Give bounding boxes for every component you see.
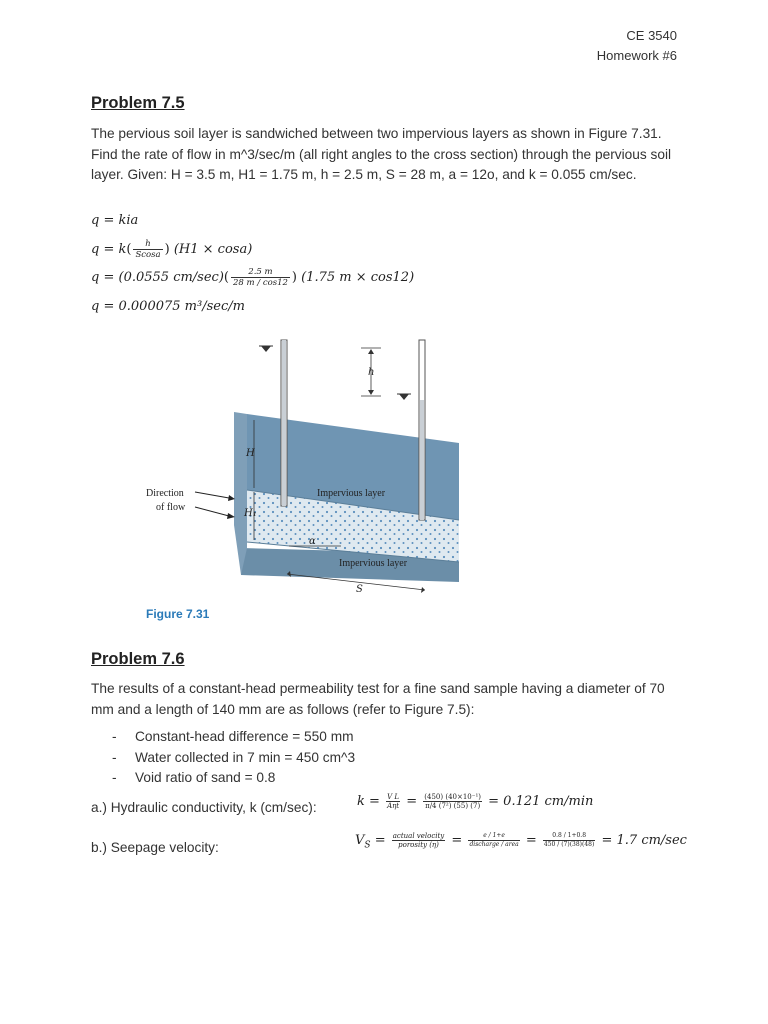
equation-1: q = kia	[91, 213, 139, 228]
part-b-frac-3: $\frac{0.8 / 1+0.8}{450 / (7)(38)(48)}$	[543, 832, 595, 848]
equation-3: q = (0.0555 cm/sec)( $\frac{2.5 m}{28 m / \cos 12}$ ) (1.75 m × cos12)	[91, 267, 415, 288]
list-item: - Water collected in 7 min = 450 cm^3	[112, 749, 356, 765]
eq2-k: k	[118, 242, 127, 257]
label-H1: H₁	[244, 508, 257, 519]
part-a-frac-1: $\frac{\text{V L}}{\text{Aηt}}$	[387, 793, 400, 810]
eq4-lhs: q	[91, 299, 100, 314]
part-b-frac-1: $\frac{\text{actual velocity}}{\text{porosity (η)}}$	[392, 832, 445, 849]
layer-side-face	[234, 412, 247, 575]
part-a-label: a.) Hydraulic conductivity, k (cm/sec):	[91, 800, 317, 815]
label-h: h	[368, 367, 375, 378]
eq4-rhs: 0.000075 m³/sec/m	[118, 299, 245, 314]
problem-7-6-text: The results of a constant-head permeability test for a fine sand sample having a diameter of 70 mm and a length of 140 mm are as follows (refer to Figure 7.5):	[91, 681, 665, 717]
label-alpha: α	[309, 536, 316, 547]
label-impervious-bottom: Impervious layer	[339, 558, 408, 569]
right-water-level-icon	[399, 394, 409, 400]
part-b-frac-2: $\frac{e / 1+e}{\text{discharge / area}}$	[469, 832, 519, 848]
problem-7-5-title: Problem 7.5	[91, 94, 185, 112]
eq2-tail: (H1 × cosa)	[173, 242, 253, 257]
list-item: - Void ratio of sand = 0.8	[112, 770, 276, 785]
flow-arrow-1	[228, 495, 235, 501]
flow-arrow-2	[227, 513, 235, 519]
label-direction-1: Direction	[146, 488, 184, 499]
eq1-rhs: kia	[118, 213, 139, 228]
eq2-lhs: q	[91, 242, 100, 257]
part-b-label: b.) Seepage velocity:	[91, 840, 219, 855]
label-H: H	[246, 448, 255, 459]
eq3-tail: (1.75 m × cos12)	[301, 270, 415, 285]
eq1-lhs: q	[91, 213, 100, 228]
left-water-level-icon	[261, 346, 271, 352]
label-direction-2: of flow	[156, 502, 186, 513]
eq2-fraction: $\frac{h}{Scosa}$	[135, 239, 161, 260]
eq3-k: (0.0555 cm/sec)	[118, 270, 224, 285]
assignment-title: Homework #6	[596, 48, 677, 63]
given-values-list	[112, 727, 355, 789]
label-impervious-top: Impervious layer	[317, 488, 386, 499]
part-b-equation: $V_S$ = $\frac{\text{actual velocity}}{\text{porosity (η)}}$ = $\frac{e / 1+e}{\text{discharge / area}}$ = $\frac{0.8 / 1+0.8}{450 / (7)(38)(48)}$ = 1.7 cm/sec	[355, 832, 687, 851]
figure-caption: Figure 7.31	[146, 607, 210, 621]
part-a-equation: k = $\frac{\text{V L}}{\text{Aηt}}$ = $\frac{\text{(450) (40×10⁻¹)}}{\text{π/4 (7²) (55) (7)}}$ = 0.121 cm/min	[357, 793, 594, 810]
eq3-fraction: $\frac{2.5 m}{28 m / \cos 12}$	[232, 267, 288, 288]
equation-4: q = 0.000075 m³/sec/m	[91, 299, 245, 314]
course-number: CE 3540	[626, 28, 677, 43]
equation-2: q = k( $\frac{h}{Scosa}$ ) (H1 × cosa)	[91, 239, 253, 260]
eq3-lhs: q	[91, 270, 100, 285]
part-b-result: 1.7 cm/sec	[616, 833, 687, 848]
page-header	[597, 26, 677, 66]
part-a-frac-2: $\frac{\text{(450) (40×10⁻¹)}}{\text{π/4 (7²) (55) (7)}}$	[424, 793, 481, 810]
figure-7-31	[91, 330, 465, 626]
soil-layer-diagram	[91, 330, 465, 626]
list-item: - Constant-head difference = 550 mm	[112, 729, 354, 744]
label-S: S	[356, 584, 363, 595]
problem-7-6-title: Problem 7.6	[91, 650, 185, 668]
problem-7-5-text: The pervious soil layer is sandwiched between two impervious layers as shown in Figure 7.31. Find the rate of flow in m^3/sec/m (all right angles to the cross section) through the pervious soil layer. Given: H = 3.5 m, H1 = 1.75 m, h = 2.5 m, S = 28 m, a = 12o, and k = 0.055 cm/sec.	[91, 126, 672, 182]
part-a-result: 0.121 cm/min	[503, 794, 594, 809]
